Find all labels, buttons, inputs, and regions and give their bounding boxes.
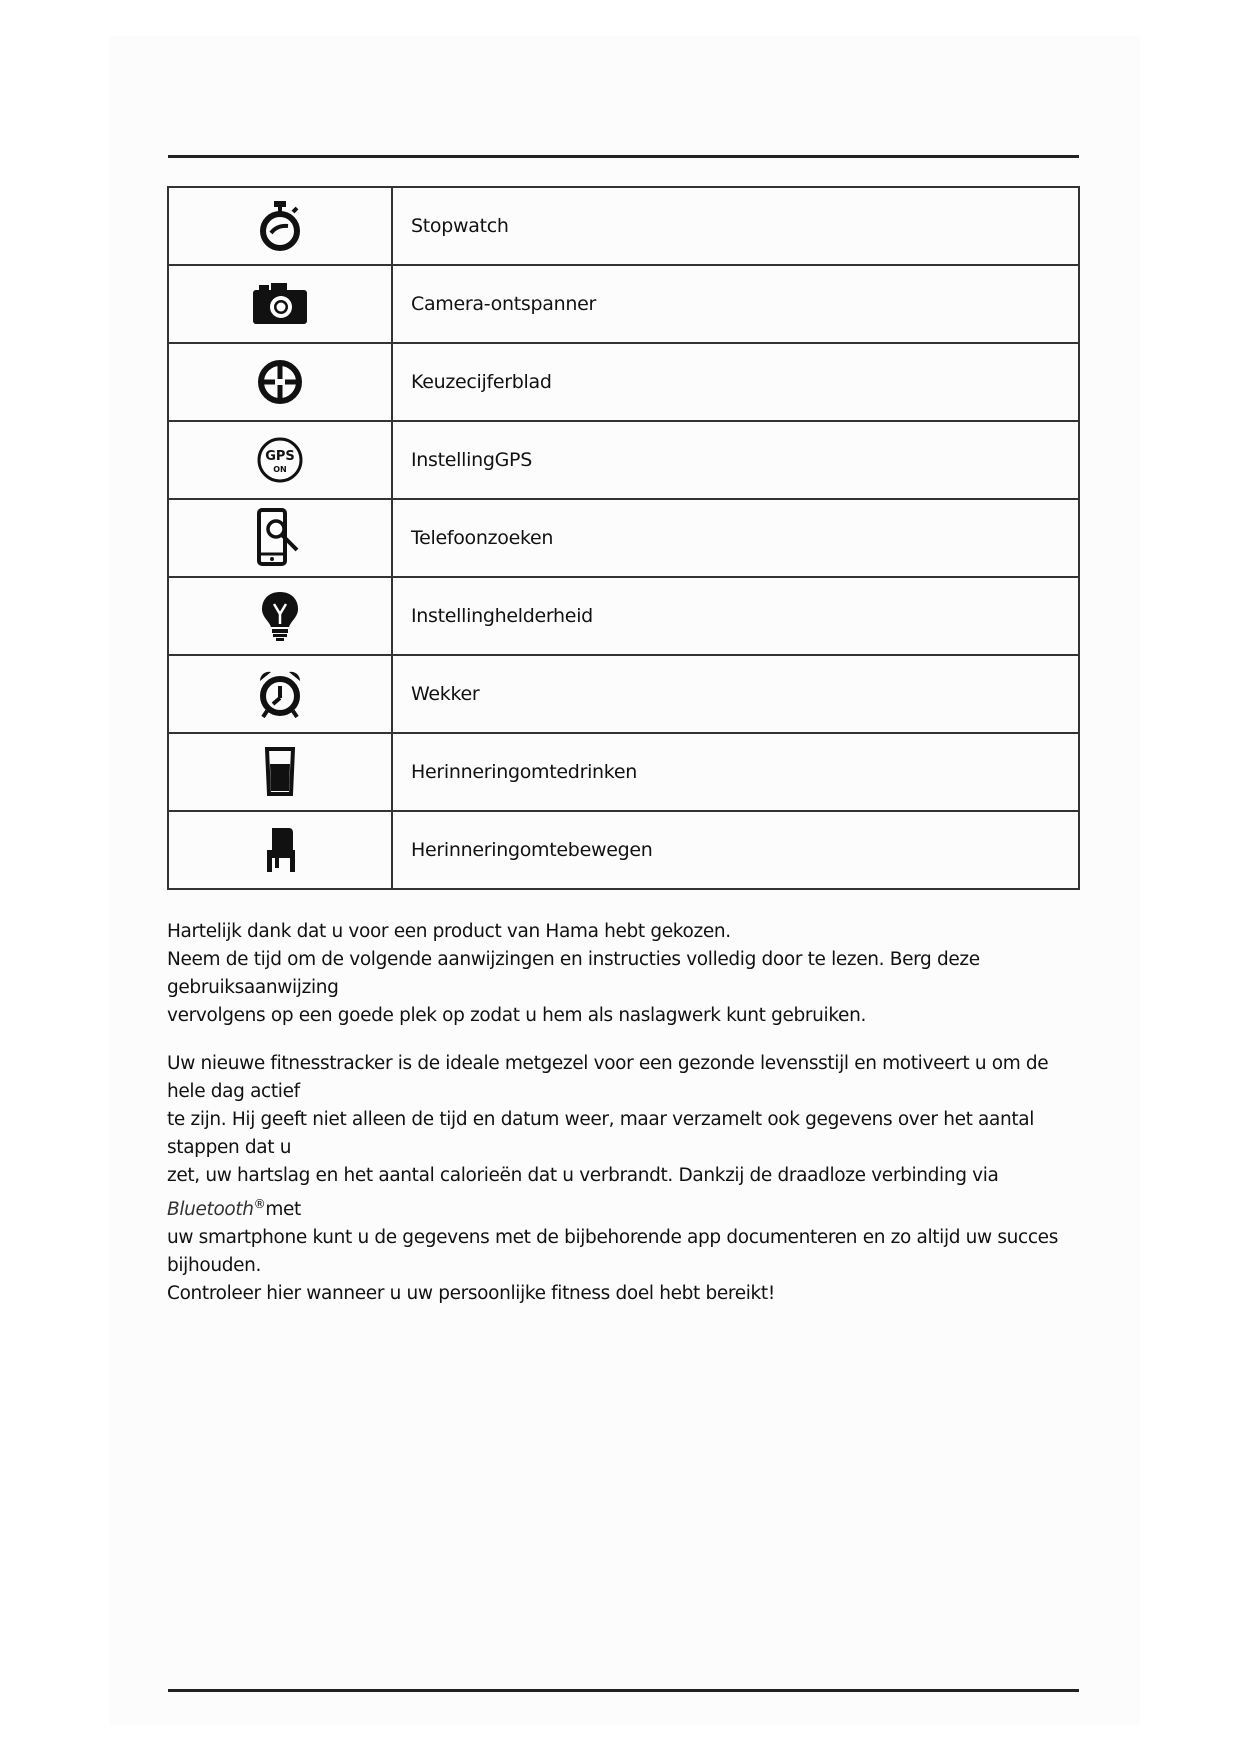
table-row	[168, 577, 1079, 655]
intro-line: vervolgens op een goede plek op zodat u hem als naslagwerk kunt gebruiken.	[167, 1005, 866, 1026]
table-label: Wekker	[392, 655, 1079, 733]
table-row	[168, 499, 1079, 577]
table-label: Stopwatch	[392, 187, 1079, 265]
bluetooth-term: Bluetooth	[167, 1199, 254, 1221]
table-label: Herinneringomtebewegen	[392, 811, 1079, 889]
icon-table	[167, 186, 1080, 890]
alarm-clock-icon	[257, 669, 303, 719]
table-row	[168, 421, 1079, 499]
description-text: met	[265, 1199, 301, 1221]
gps-icon-text: GPS	[265, 449, 295, 464]
phone-search-icon	[255, 508, 305, 568]
body-text	[167, 918, 1082, 1328]
camera-icon	[251, 282, 309, 326]
description-line: te zijn. Hij geeft niet alleen de tijd en datum weer, maar verzamelt ook gegevens over het aantal stappen dat u	[167, 1109, 1035, 1158]
lightbulb-icon	[260, 590, 300, 642]
gps-icon-subtext: ON	[273, 465, 287, 474]
intro-paragraph	[167, 918, 1082, 1030]
description-line	[167, 1162, 1082, 1224]
table-label: Keuzecijferblad	[392, 343, 1079, 421]
table-row	[168, 265, 1079, 343]
table-label: InstellingGPS	[392, 421, 1079, 499]
table-row	[168, 811, 1079, 889]
description-line: uw smartphone kunt u de gegevens met de bijbehorende app documenteren en zo altijd uw succes bijhouden.	[167, 1227, 1058, 1277]
glass-icon	[263, 746, 297, 798]
watchface-icon	[256, 358, 304, 406]
table-label: Herinneringomtedrinken	[392, 733, 1079, 811]
description-line: Controleer hier wanneer u uw persoonlijke fitness doel hebt bereikt!	[167, 1283, 775, 1305]
gps-icon	[256, 436, 304, 484]
description-paragraph	[167, 1050, 1082, 1308]
top-rule	[168, 155, 1079, 158]
bottom-rule	[168, 1689, 1079, 1692]
chair-icon	[263, 826, 297, 874]
table-label: Telefoonzoeken	[392, 499, 1079, 577]
table-row	[168, 655, 1079, 733]
intro-line: Neem de tijd om de volgende aanwijzingen en instructies volledig door te lezen. Berg deze gebruiksaanwijzing	[167, 949, 980, 998]
table-label: Instellinghelderheid	[392, 577, 1079, 655]
registered-mark: ®	[253, 1197, 266, 1211]
description-line: Uw nieuwe fitnesstracker is de ideale metgezel voor een gezonde levensstijl en motiveert u om de hele dag actief	[167, 1053, 1049, 1102]
stopwatch-icon	[257, 200, 303, 252]
table-row	[168, 187, 1079, 265]
description-text: zet, uw hartslag en het aantal calorieën dat u verbrandt. Dankzij de draadloze verbinding via	[167, 1165, 999, 1186]
table-row	[168, 343, 1079, 421]
table-label: Camera-ontspanner	[392, 265, 1079, 343]
table-row	[168, 733, 1079, 811]
intro-line: Hartelijk dank dat u voor een product van Hama hebt gekozen.	[167, 921, 731, 942]
